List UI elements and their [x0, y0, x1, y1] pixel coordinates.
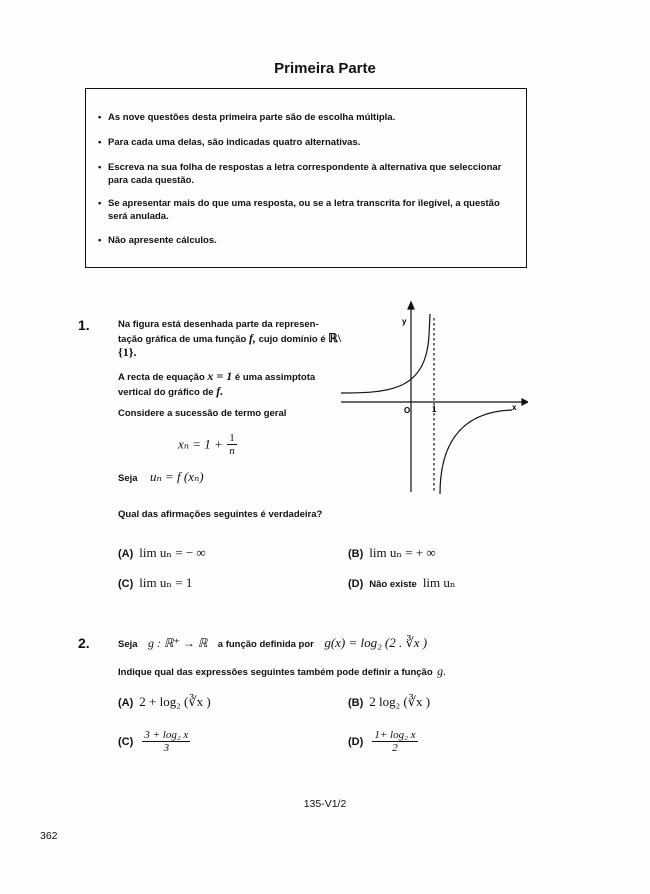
- u-formula: uₙ = f (xₙ): [150, 469, 204, 484]
- option-label: (D): [348, 735, 364, 748]
- q2-option-a: [118, 694, 211, 710]
- asymptote-equation: x = 1: [207, 369, 233, 383]
- sequence-lhs: xₙ = 1 +: [178, 436, 223, 452]
- domain-text: cujo domínio é: [258, 333, 326, 345]
- question-1-number: 1.: [78, 317, 90, 333]
- y-axis-arrow: [408, 302, 414, 309]
- option-formula: 2 log₂ (∛x ): [369, 694, 431, 709]
- page-number: 362: [40, 830, 58, 842]
- definition-text: a função definida por: [217, 639, 314, 650]
- instruction-item: • Se apresentar mais do que uma resposta, ou se a letra transcrita for ilegível, a questão será anulada.: [98, 197, 518, 223]
- option-label: (A): [118, 548, 134, 560]
- asymptote-function: f.: [216, 383, 224, 398]
- let-text: Seja: [118, 639, 138, 650]
- fraction-numerator: 3 + log₂ x: [144, 729, 189, 741]
- domain-formula: ℝ\{1}.: [118, 330, 342, 359]
- instruction-item: • Para cada uma delas, são indicadas quatro alternativas.: [98, 136, 518, 149]
- let-u-sentence: [118, 468, 204, 486]
- function-map: g : ℝ⁺ → ℝ: [148, 636, 208, 650]
- option-text: Não existe: [369, 579, 417, 590]
- sequence-fraction: [227, 432, 237, 457]
- q1-option-b: [348, 545, 436, 561]
- q1-option-d: [348, 575, 456, 591]
- question-2-prompt: [118, 662, 446, 680]
- option-formula: 2 + log₂ (∛x ): [139, 694, 211, 709]
- sequence-formula: [178, 432, 237, 457]
- instruction-item: • Não apresente cálculos.: [98, 234, 518, 247]
- y-label: y: [402, 317, 407, 326]
- x-axis-arrow: [522, 399, 528, 405]
- q2-option-b: [348, 694, 430, 710]
- q2-option-d: [348, 729, 418, 754]
- question-2-number: 2.: [78, 635, 90, 651]
- tick-label-1: 1: [432, 405, 437, 414]
- page-title: Primeira Parte: [274, 60, 376, 77]
- fraction-numerator: 1+ log₂ x: [374, 729, 416, 741]
- x-label: x: [512, 403, 517, 412]
- curve-right-branch: [440, 410, 512, 494]
- fraction-numerator: 1: [229, 432, 235, 444]
- curve-left-branch: [341, 314, 430, 393]
- option-label: (C): [118, 578, 134, 590]
- definition-formula: g(x) = log₂ (2 . ∛x ): [324, 635, 428, 650]
- option-label: (C): [118, 735, 134, 748]
- option-label: (B): [348, 697, 364, 709]
- question-2-definition: [118, 634, 427, 652]
- option-formula: lim uₙ = + ∞: [369, 545, 436, 560]
- exam-code: 135-V1/2: [303, 798, 347, 810]
- instruction-item: • As nove questões desta primeira parte são de escolha múltipla.: [98, 111, 518, 124]
- question-1-prompt: Qual das afirmações seguintes é verdadeira?: [118, 509, 323, 520]
- intro-text: Na figura está desenhada parte da represen-tação gráfica de uma função: [118, 319, 319, 345]
- instructions-box: [85, 88, 527, 268]
- q2-option-c: [118, 729, 190, 754]
- option-fraction: [372, 729, 417, 754]
- asymptote-text-a: A recta de equação: [118, 372, 205, 383]
- fraction-denominator: 2: [392, 742, 398, 754]
- function-graph: [336, 300, 528, 496]
- fraction-denominator: 3: [163, 742, 170, 754]
- option-formula: lim uₙ: [422, 575, 456, 590]
- let-text: Seja: [118, 473, 138, 484]
- q1-option-a: [118, 545, 206, 561]
- asymptote-sentence: [118, 370, 343, 399]
- prompt-text: Indique qual das expressões seguintes também pode definir a função: [118, 667, 433, 678]
- sequence-text: Considere a sucessão de termo geral: [118, 408, 287, 419]
- q1-option-c: [118, 575, 192, 591]
- origin-label: O: [404, 406, 411, 415]
- option-formula: lim uₙ = 1: [139, 575, 193, 590]
- option-label: (A): [118, 697, 134, 709]
- question-1-intro: [118, 319, 343, 361]
- option-label: (D): [348, 578, 364, 590]
- asymptote-text-b: é uma assimptota vertical do gráfico de: [118, 372, 316, 398]
- option-formula: lim uₙ = − ∞: [139, 545, 206, 560]
- prompt-function: g.: [437, 664, 447, 678]
- fraction-denominator: n: [229, 445, 235, 457]
- function-symbol: f,: [248, 330, 256, 345]
- option-fraction: [142, 729, 190, 754]
- instruction-item: • Escreva na sua folha de respostas a letra correspondente à alternativa que seleccionar para cada questão.: [98, 161, 518, 187]
- option-label: (B): [348, 548, 364, 560]
